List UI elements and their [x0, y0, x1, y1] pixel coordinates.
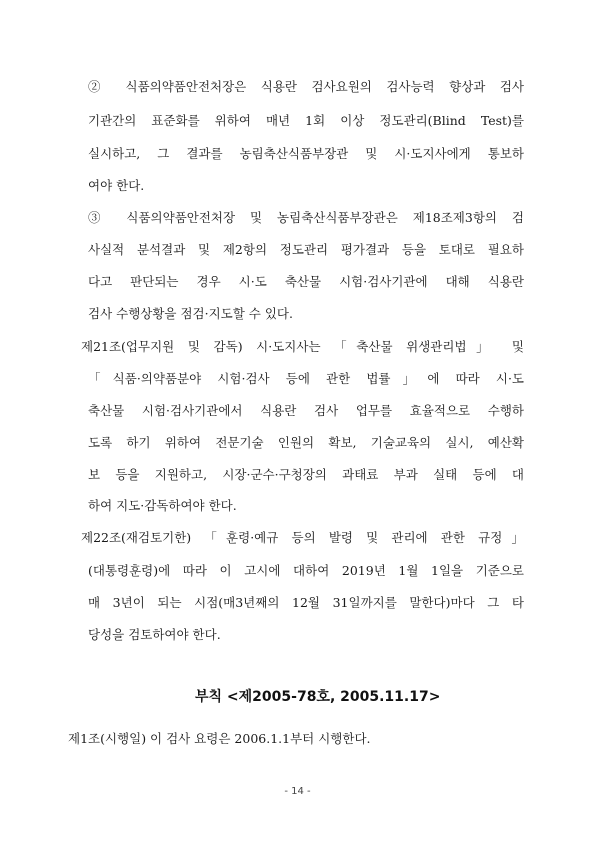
article-21-line-5: 보 등을 지원하고, 시장·군수·구청장의 과태료 부과 실태 등에 대: [88, 467, 524, 482]
clause-2-line-4: 여야 한다.: [88, 178, 145, 193]
clause-2-line-2: 기관간의 표준화를 위하여 매년 1회 이상 정도관리(Blind Test)를: [88, 113, 524, 128]
clause-2-line-3: 실시하고, 그 결과를 농림축산식품부장관 및 시·도지사에게 통보하: [88, 146, 524, 161]
clause-3-line-4: 검사 수행상황을 점검·지도할 수 있다.: [88, 306, 293, 321]
page-number: - 14 -: [284, 786, 311, 797]
article-22-line-4: 당성을 검토하여야 한다.: [88, 627, 221, 642]
supplementary-provisions-title: 부칙 <제2005-78호, 2005.11.17>: [195, 689, 441, 705]
article-22-line-3: 매 3년이 되는 시점(매3년째의 12월 31일까지를 말한다)마다 그 타: [88, 595, 524, 610]
article-21-line-6: 하여 지도·감독하여야 한다.: [88, 498, 237, 513]
article-21-line-2: 「식품·의약품분야 시험·검사 등에 관한 법률」에 따라 시·도: [88, 371, 524, 386]
clause-3-line-1: ③ 식품의약품안전처장 및 농림축산식품부장관은 제18조제3항의 검: [88, 210, 524, 225]
article-21-line-4: 도록 하기 위하여 전문기술 인원의 확보, 기술교육의 실시, 예산확: [88, 435, 524, 450]
supplementary-article-1: 제1조(시행일) 이 검사 요령은 2006.1.1부터 시행한다.: [68, 731, 371, 746]
article-22-line-2: (대통령훈령)에 따라 이 고시에 대하여 2019년 1월 1일을 기준으로: [88, 563, 524, 578]
article-21-line-3: 축산물 시험·검사기관에서 식용란 검사 업무를 효율적으로 수행하: [88, 403, 524, 418]
article-21-line-1: 제21조(업무지원 및 감독) 시·도지사는 「축산물 위생관리법」 및: [81, 339, 524, 354]
clause-2-line-1: ② 식품의약품안전처장은 식용란 검사요원의 검사능력 향상과 검사: [88, 79, 524, 94]
article-22-line-1: 제22조(재검토기한) 「훈령·예규 등의 발령 및 관리에 관한 규정」: [81, 530, 524, 545]
clause-3-line-2: 사실적 분석결과 및 제2항의 정도관리 평가결과 등을 토대로 필요하: [88, 242, 524, 257]
clause-3-line-3: 다고 판단되는 경우 시·도 축산물 시험·검사기관에 대해 식용란: [88, 274, 524, 289]
